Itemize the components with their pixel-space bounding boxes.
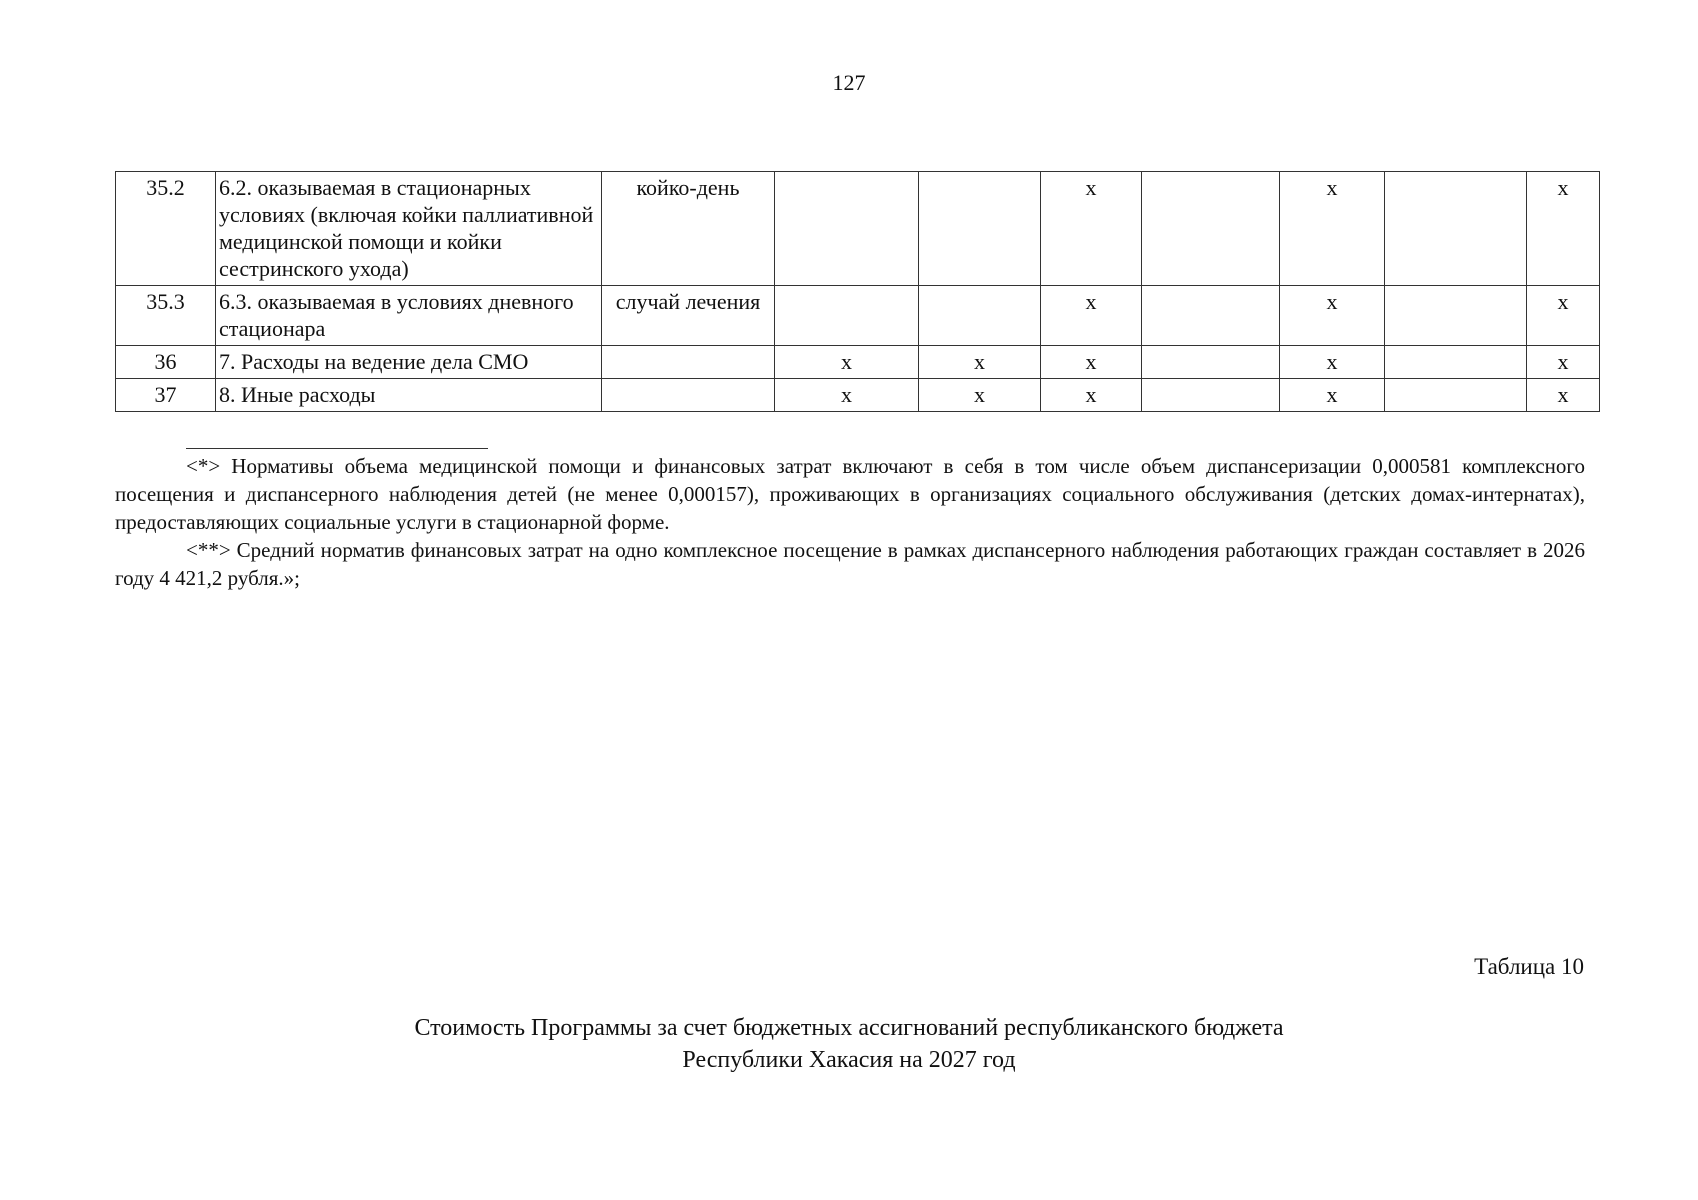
table-cell — [1385, 346, 1527, 379]
footnotes — [115, 452, 1585, 592]
table-row — [116, 346, 1600, 379]
table-body — [116, 172, 1600, 412]
table-cell: х — [919, 379, 1041, 412]
row-name: 8. Иные расходы — [216, 379, 602, 412]
table-label: Таблица 10 — [1474, 954, 1584, 979]
table-cell — [1142, 379, 1280, 412]
table-cell: х — [1041, 172, 1142, 286]
row-unit: койко-день — [602, 172, 775, 286]
table-cell: х — [1527, 286, 1600, 346]
page-number: 127 — [832, 70, 866, 95]
table-row — [116, 286, 1600, 346]
row-number: 35.3 — [116, 286, 216, 346]
table-cell: х — [919, 346, 1041, 379]
row-unit — [602, 346, 775, 379]
caption-line-2: Республики Хакасия на 2027 год — [682, 1047, 1016, 1073]
table-cell: х — [1527, 346, 1600, 379]
table-cell — [775, 286, 919, 346]
data-table — [115, 171, 1600, 412]
table-cell — [1385, 172, 1527, 286]
table-cell: х — [1280, 346, 1385, 379]
table-row — [116, 172, 1600, 286]
row-unit — [602, 379, 775, 412]
row-unit: случай лечения — [602, 286, 775, 346]
table-cell — [1385, 379, 1527, 412]
row-name: 6.3. оказываемая в условиях дневного стационара — [216, 286, 602, 346]
footnote-1: <*> Нормативы объема медицинской помощи и финансовых затрат включают в себя в том числе объем диспансеризации 0,000581 комплексного посещения и диспансерного наблюдения детей (не менее 0,000157), проживающих в организациях социального обслуживания (детских домах-интернатах), предоставляющих социальные услуги в стационарной форме. — [115, 454, 1585, 534]
table-cell: х — [1041, 346, 1142, 379]
table-cell — [1142, 286, 1280, 346]
table-cell: х — [775, 346, 919, 379]
footnote-separator — [186, 448, 488, 449]
table-cell: х — [1280, 379, 1385, 412]
table-cell — [1385, 286, 1527, 346]
table-cell — [1142, 346, 1280, 379]
table-caption — [0, 1012, 1698, 1076]
table-cell: х — [1527, 379, 1600, 412]
row-number: 36 — [116, 346, 216, 379]
table-cell — [1142, 172, 1280, 286]
table-cell: х — [1527, 172, 1600, 286]
row-name: 7. Расходы на ведение дела СМО — [216, 346, 602, 379]
row-number: 35.2 — [116, 172, 216, 286]
footnote-2: <**> Средний норматив финансовых затрат на одно комплексное посещение в рамках диспансерного наблюдения работающих граждан составляет в 2026 году 4 421,2 рубля.»; — [115, 538, 1585, 590]
row-number: 37 — [116, 379, 216, 412]
row-name: 6.2. оказываемая в стационарных условиях (включая койки паллиативной медицинской помощи и койки сестринского ухода) — [216, 172, 602, 286]
table-cell — [919, 172, 1041, 286]
table-cell: х — [1280, 172, 1385, 286]
table-cell — [919, 286, 1041, 346]
table-cell: х — [775, 379, 919, 412]
table-cell: х — [1280, 286, 1385, 346]
table-cell: х — [1041, 286, 1142, 346]
table-row — [116, 379, 1600, 412]
caption-line-1: Стоимость Программы за счет бюджетных ассигнований республиканского бюджета — [414, 1015, 1284, 1041]
table-cell: х — [1041, 379, 1142, 412]
table-cell — [775, 172, 919, 286]
